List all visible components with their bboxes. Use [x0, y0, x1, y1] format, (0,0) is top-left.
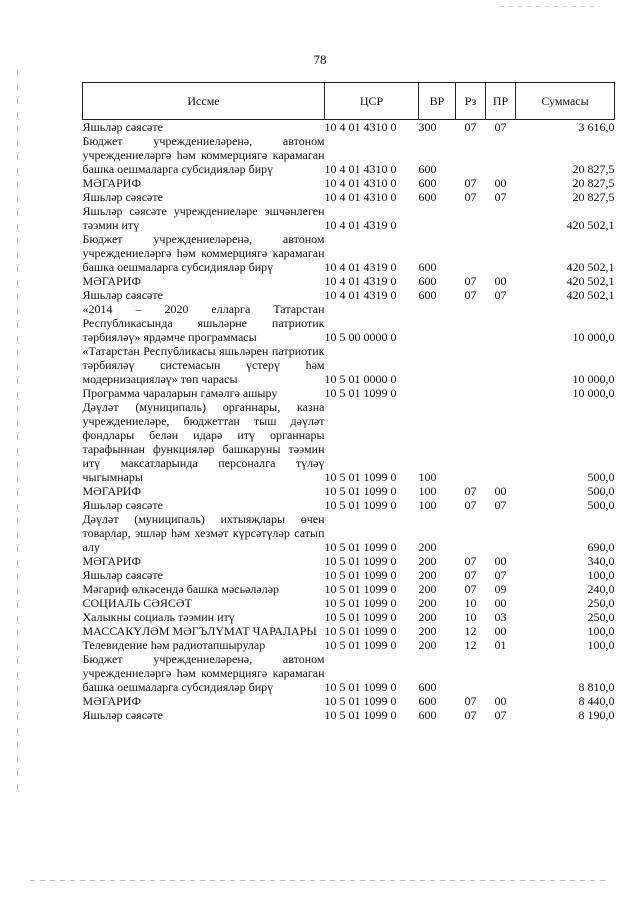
row-name: МӘГАРИФ [82, 484, 141, 498]
row-csr: 10 5 01 1099 0 [324, 708, 397, 722]
table-row [83, 134, 615, 176]
row-csr: 10 4 01 4310 0 [324, 120, 397, 134]
row-pr: 03 [494, 610, 507, 624]
row-pr [486, 344, 516, 386]
table-row [83, 176, 615, 190]
header-name: Иссме [83, 83, 325, 120]
row-name: Яшьләр сәясәте [82, 708, 163, 722]
row-pr: 00 [494, 624, 507, 638]
row-rz: 07 [464, 288, 477, 302]
scan-artifact-top [500, 6, 600, 7]
row-sum: 10 000,0 [572, 372, 615, 386]
table-row [83, 400, 615, 484]
row-vr: 600 [418, 260, 437, 274]
row-pr: 00 [494, 274, 507, 288]
row-pr [486, 204, 516, 232]
table-row [83, 596, 615, 610]
row-vr [419, 344, 456, 386]
row-csr: 10 4 01 4319 0 [324, 274, 397, 288]
row-csr: 10 5 01 1099 0 [324, 638, 397, 652]
row-sum: 10 000,0 [572, 330, 615, 344]
table-row [83, 190, 615, 204]
row-csr: 10 5 01 1099 0 [324, 554, 397, 568]
row-pr: 07 [494, 568, 507, 582]
row-csr: 10 5 01 1099 0 [324, 484, 397, 498]
row-sum: 500,0 [587, 484, 615, 498]
row-sum: 420 502,1 [566, 274, 615, 288]
header-csr: ЦСР [325, 83, 419, 120]
row-vr: 200 [418, 610, 437, 624]
row-csr: 10 5 01 1099 0 [324, 610, 397, 624]
row-rz: 07 [464, 554, 477, 568]
row-pr [486, 232, 516, 274]
row-rz [456, 302, 486, 344]
table-row [83, 274, 615, 288]
row-csr: 10 5 01 1099 0 [324, 386, 397, 400]
row-rz: 07 [464, 582, 477, 596]
row-sum: 100,0 [587, 568, 615, 582]
table-row [83, 232, 615, 274]
row-pr: 07 [494, 190, 507, 204]
row-sum: 20 827,5 [572, 176, 615, 190]
row-sum: 3 616,0 [578, 120, 615, 134]
row-pr: 00 [494, 484, 507, 498]
row-sum: 20 827,5 [572, 190, 615, 204]
row-name: МӘГАРИФ [82, 554, 141, 568]
row-csr: 10 4 01 4310 0 [324, 162, 397, 176]
row-sum: 100,0 [587, 638, 615, 652]
row-rz [456, 512, 486, 554]
row-vr: 600 [418, 162, 437, 176]
row-csr: 10 5 01 1099 0 [324, 498, 397, 512]
row-name: МӘГАРИФ [82, 694, 141, 708]
row-pr: 07 [494, 708, 507, 722]
budget-table [82, 82, 615, 722]
row-name: Яшьләр сәясәте [82, 568, 163, 582]
table-row [83, 652, 615, 694]
table-row [83, 624, 615, 638]
row-pr: 00 [494, 176, 507, 190]
row-rz: 10 [464, 610, 477, 624]
row-sum: 420 502,1 [566, 260, 615, 274]
row-name: Яшьләр сәясәте [82, 190, 163, 204]
table-row [83, 386, 615, 400]
row-sum: 8 440,0 [578, 694, 615, 708]
row-vr: 100 [418, 470, 437, 484]
row-csr: 10 5 01 1099 0 [324, 540, 397, 554]
row-name: Программа чараларын гамәлгә ашыру [82, 386, 278, 400]
row-rz: 07 [464, 568, 477, 582]
row-rz [456, 134, 486, 176]
table-row [83, 638, 615, 652]
row-sum: 250,0 [587, 596, 615, 610]
row-rz: 12 [464, 638, 477, 652]
row-name: Яшьләр сәясәте [82, 288, 163, 302]
table-row [83, 204, 615, 232]
row-vr: 200 [418, 582, 437, 596]
row-csr: 10 5 01 1099 0 [324, 470, 397, 484]
row-csr: 10 5 01 0000 0 [324, 372, 397, 386]
row-pr [486, 386, 516, 400]
row-sum: 340,0 [587, 554, 615, 568]
row-rz: 07 [464, 176, 477, 190]
row-pr: 07 [494, 498, 507, 512]
row-pr [486, 400, 516, 484]
row-vr [419, 386, 456, 400]
row-rz: 07 [464, 190, 477, 204]
row-name: Дәүләт (муниципаль) органнары, казна учреждениеләре, бюджеттан тыш дәүләт фондлары белән идарә итү органнары тарафыннан функцияләр башкаруны тәэмин итү максатларында персоналга түләү чыгымнары [82, 400, 325, 484]
row-name: МӘГАРИФ [82, 274, 141, 288]
row-sum: 100,0 [587, 624, 615, 638]
row-name: Халыкны социаль тәэмин итү [82, 610, 235, 624]
header-pr: ПР [486, 83, 516, 120]
row-csr: 10 5 01 1099 0 [324, 694, 397, 708]
row-name: Яшьләр сәясәте [82, 498, 163, 512]
row-vr: 600 [418, 694, 437, 708]
scan-artifact-left [17, 70, 18, 790]
row-vr: 200 [418, 596, 437, 610]
row-pr: 00 [494, 694, 507, 708]
page-number: 78 [313, 52, 327, 67]
table-row [83, 512, 615, 554]
row-csr: 10 5 00 0000 0 [324, 330, 397, 344]
table-row [83, 302, 615, 344]
row-csr: 10 5 01 1099 0 [324, 568, 397, 582]
table-row [83, 708, 615, 722]
row-name: Яшьләр сәясәте [82, 120, 163, 134]
row-rz: 10 [464, 596, 477, 610]
row-sum: 500,0 [587, 498, 615, 512]
row-vr: 200 [418, 624, 437, 638]
row-pr: 07 [494, 120, 507, 134]
table-row [83, 120, 615, 135]
row-rz: 12 [464, 624, 477, 638]
row-pr: 00 [494, 554, 507, 568]
row-rz: 07 [464, 694, 477, 708]
header-vr: ВР [419, 83, 456, 120]
row-sum: 20 827,5 [572, 162, 615, 176]
table-row [83, 484, 615, 498]
row-pr [486, 134, 516, 176]
row-name: «2014 – 2020 елларга Татарстан Республикасында яшьләрне патриотик тәрбияләү» ярдәмче программасы [82, 302, 325, 344]
row-name: Яшьләр сәясәте учреждениеләре эшчәнлеген тәэмин итү [82, 204, 325, 232]
row-rz: 07 [464, 484, 477, 498]
row-pr [486, 512, 516, 554]
row-sum: 240,0 [587, 582, 615, 596]
table-body [83, 120, 615, 723]
row-sum: 500,0 [587, 470, 615, 484]
row-vr: 200 [418, 568, 437, 582]
row-pr [486, 652, 516, 694]
row-name: Бюджет учреждениеләренә, автоном учреждениеләргә һәм коммерциягә карамаган башка оешмаларга субсидияләр бирү [82, 134, 325, 176]
table-row [83, 568, 615, 582]
row-pr: 01 [494, 638, 507, 652]
row-rz [456, 386, 486, 400]
row-vr: 600 [418, 274, 437, 288]
header-rz: Рз [456, 83, 486, 120]
row-csr: 10 4 01 4319 0 [324, 288, 397, 302]
row-rz [456, 204, 486, 232]
row-vr: 200 [418, 554, 437, 568]
row-rz: 07 [464, 498, 477, 512]
row-vr: 100 [418, 498, 437, 512]
row-name: СОЦИАЛЬ СӘЯСӘТ [82, 596, 192, 610]
row-sum: 10 000,0 [572, 386, 615, 400]
row-rz: 07 [464, 274, 477, 288]
row-rz [456, 400, 486, 484]
row-csr: 10 5 01 1099 0 [324, 680, 397, 694]
scan-artifact-bottom [30, 880, 610, 881]
row-sum: 690,0 [587, 540, 615, 554]
table-row [83, 288, 615, 302]
row-name: Телевидение һәм радиотапшырулар [82, 638, 266, 652]
row-vr [419, 302, 456, 344]
row-pr [486, 302, 516, 344]
table-row [83, 498, 615, 512]
row-csr: 10 4 01 4319 0 [324, 260, 397, 274]
row-pr: 00 [494, 596, 507, 610]
row-pr: 09 [494, 582, 507, 596]
row-rz [456, 232, 486, 274]
row-name: МӘГАРИФ [82, 176, 141, 190]
row-csr: 10 5 01 1099 0 [324, 582, 397, 596]
row-name: Мәгариф өлкәсендә башка мәсьәләләр [82, 582, 280, 596]
row-name: Дәүләт (муниципаль) ихтыяҗлары өчен товарлар, эшләр һәм хезмәт күрсәтүләр сатып алу [82, 512, 325, 554]
row-name: МАССАКҮЛӘМ МӘГЪЛҮМАТ ЧАРАЛАРЫ [82, 624, 317, 638]
table-row [83, 694, 615, 708]
row-vr: 100 [418, 484, 437, 498]
row-vr: 600 [418, 176, 437, 190]
row-rz [456, 652, 486, 694]
row-csr: 10 5 01 1099 0 [324, 596, 397, 610]
row-csr: 10 4 01 4319 0 [324, 218, 397, 232]
row-name: «Татарстан Республикасы яшьләрен патриотик тәрбияләү системасын үстерү һәм модернизацияләү» төп чарасы [82, 344, 325, 386]
row-vr: 600 [418, 708, 437, 722]
row-pr: 07 [494, 288, 507, 302]
row-csr: 10 4 01 4310 0 [324, 190, 397, 204]
table-row [83, 582, 615, 596]
row-name: Бюджет учреждениеләренә, автоном учреждениеләргә һәм коммерциягә карамаган башка оешмаларга субсидияләр бирү [82, 232, 325, 274]
row-rz: 07 [464, 120, 477, 134]
row-rz [456, 344, 486, 386]
row-vr [419, 204, 456, 232]
row-vr: 200 [418, 638, 437, 652]
row-sum: 8 810,0 [578, 680, 615, 694]
row-rz: 07 [464, 708, 477, 722]
table-row [83, 554, 615, 568]
row-vr: 200 [418, 540, 437, 554]
table-header-row [83, 83, 615, 120]
row-vr: 600 [418, 190, 437, 204]
row-vr: 300 [418, 120, 437, 134]
table-row [83, 610, 615, 624]
row-name: Бюджет учреждениеләренә, автоном учреждениеләргә һәм коммерциягә карамаган башка оешмаларга субсидияләр бирү [82, 652, 325, 694]
row-sum: 8 190,0 [578, 708, 615, 722]
row-sum: 420 502,1 [566, 218, 615, 232]
row-csr: 10 4 01 4310 0 [324, 176, 397, 190]
row-vr: 600 [418, 680, 437, 694]
table-row [83, 344, 615, 386]
row-sum: 420 502,1 [566, 288, 615, 302]
header-sum: Суммасы [516, 83, 615, 120]
row-csr: 10 5 01 1099 0 [324, 624, 397, 638]
row-vr: 600 [418, 288, 437, 302]
row-sum: 250,0 [587, 610, 615, 624]
